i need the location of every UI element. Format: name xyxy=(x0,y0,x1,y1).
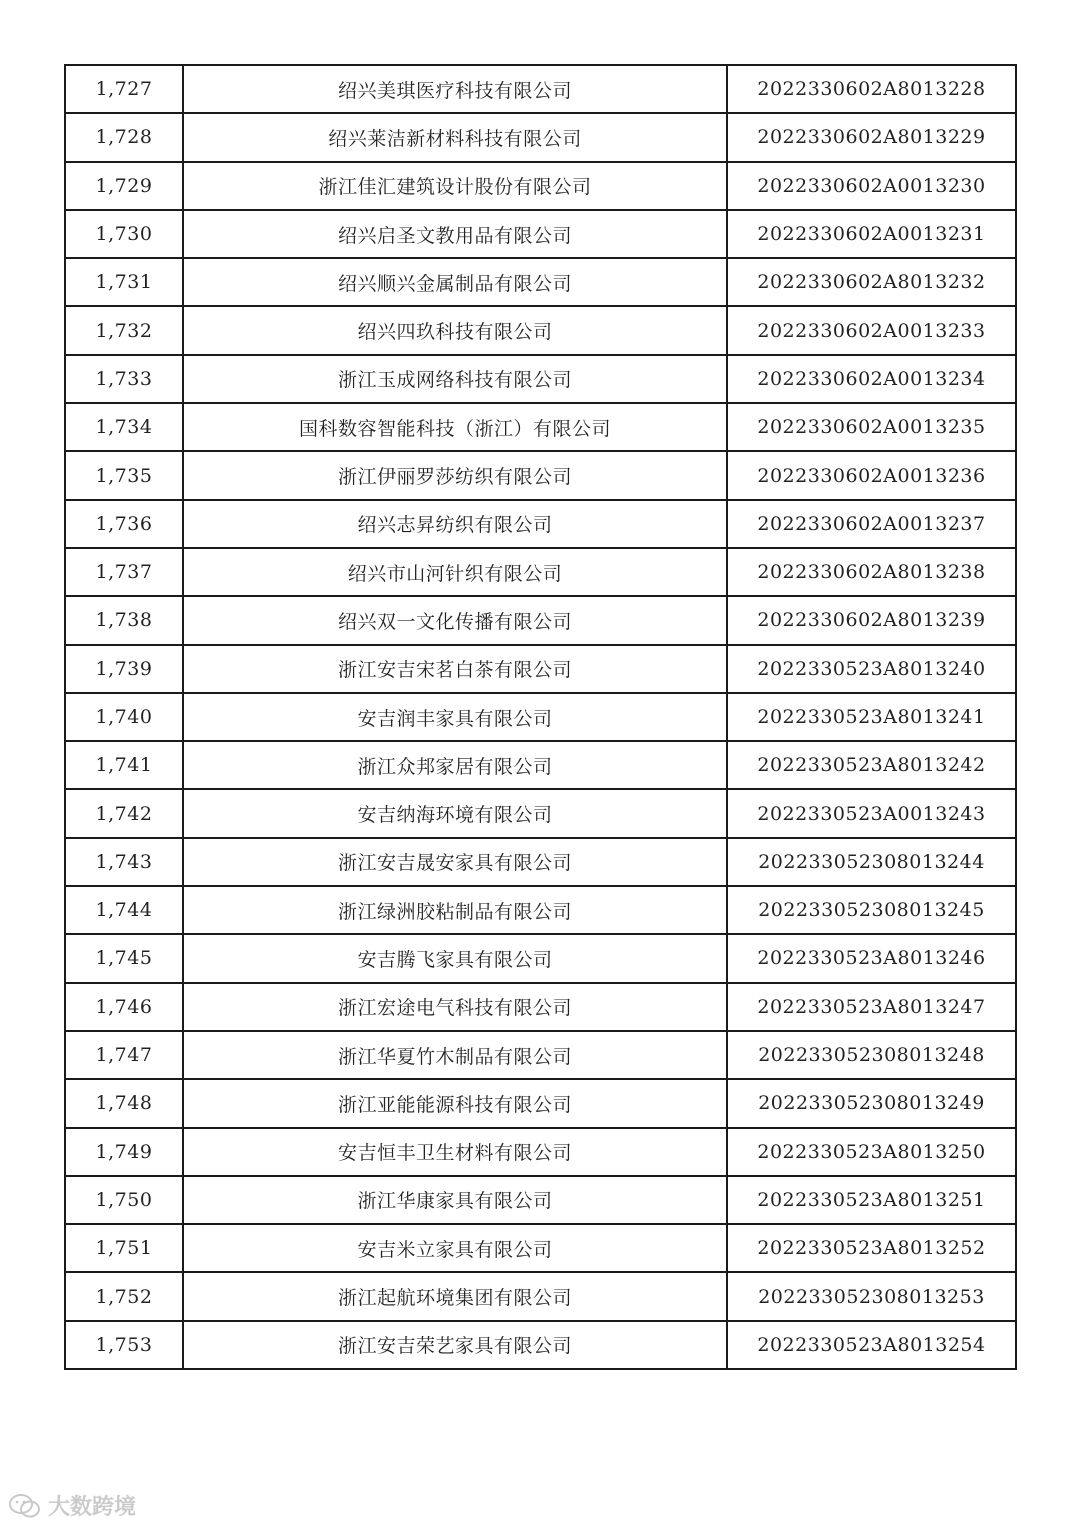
row-index-cell: 1,752 xyxy=(65,1272,183,1320)
row-index-cell: 1,743 xyxy=(65,838,183,886)
watermark xyxy=(8,1490,136,1521)
company-name-cell: 绍兴市山河针织有限公司 xyxy=(183,548,727,596)
company-name-cell: 安吉米立家具有限公司 xyxy=(183,1224,727,1272)
company-name-cell: 安吉纳海环境有限公司 xyxy=(183,789,727,837)
table-row xyxy=(65,403,1016,451)
table-row xyxy=(65,500,1016,548)
row-index-cell: 1,749 xyxy=(65,1128,183,1176)
company-name-cell: 浙江华夏竹木制品有限公司 xyxy=(183,1031,727,1079)
row-index-cell: 1,750 xyxy=(65,1176,183,1224)
row-index-cell: 1,736 xyxy=(65,500,183,548)
registration-code-cell: 2022330523A8013247 xyxy=(727,983,1016,1031)
company-name-cell: 浙江绿洲胶粘制品有限公司 xyxy=(183,886,727,934)
registration-code-cell: 202233052308013245 xyxy=(727,886,1016,934)
registration-code-cell: 202233052308013244 xyxy=(727,838,1016,886)
company-name-cell: 绍兴顺兴金属制品有限公司 xyxy=(183,258,727,306)
table-row xyxy=(65,886,1016,934)
company-name-cell: 绍兴启圣文教用品有限公司 xyxy=(183,210,727,258)
row-index-cell: 1,748 xyxy=(65,1079,183,1127)
row-index-cell: 1,737 xyxy=(65,548,183,596)
company-name-cell: 浙江安吉晟安家具有限公司 xyxy=(183,838,727,886)
table-row xyxy=(65,983,1016,1031)
table-row xyxy=(65,306,1016,354)
registration-code-cell: 2022330523A8013242 xyxy=(727,741,1016,789)
table-row xyxy=(65,789,1016,837)
registration-code-cell: 2022330602A0013237 xyxy=(727,500,1016,548)
table-row xyxy=(65,1128,1016,1176)
registration-code-cell: 2022330523A8013254 xyxy=(727,1321,1016,1369)
table-row xyxy=(65,1176,1016,1224)
company-name-cell: 浙江起航环境集团有限公司 xyxy=(183,1272,727,1320)
registration-code-cell: 2022330602A8013228 xyxy=(727,65,1016,113)
row-index-cell: 1,745 xyxy=(65,934,183,982)
row-index-cell: 1,741 xyxy=(65,741,183,789)
row-index-cell: 1,747 xyxy=(65,1031,183,1079)
table-row xyxy=(65,1079,1016,1127)
company-name-cell: 绍兴美琪医疗科技有限公司 xyxy=(183,65,727,113)
company-name-cell: 安吉恒丰卫生材料有限公司 xyxy=(183,1128,727,1176)
company-name-cell: 国科数容智能科技（浙江）有限公司 xyxy=(183,403,727,451)
registration-code-cell: 2022330602A0013231 xyxy=(727,210,1016,258)
registration-code-cell: 2022330602A0013233 xyxy=(727,306,1016,354)
row-index-cell: 1,742 xyxy=(65,789,183,837)
table-row xyxy=(65,258,1016,306)
table-row xyxy=(65,65,1016,113)
registration-code-cell: 2022330523A0013243 xyxy=(727,789,1016,837)
registration-code-cell: 2022330602A8013239 xyxy=(727,596,1016,644)
registration-code-cell: 2022330523A8013240 xyxy=(727,645,1016,693)
company-name-cell: 浙江众邦家居有限公司 xyxy=(183,741,727,789)
row-index-cell: 1,739 xyxy=(65,645,183,693)
registration-code-cell: 2022330602A0013236 xyxy=(727,451,1016,499)
table-row xyxy=(65,210,1016,258)
row-index-cell: 1,738 xyxy=(65,596,183,644)
row-index-cell: 1,730 xyxy=(65,210,183,258)
company-name-cell: 浙江伊丽罗莎纺织有限公司 xyxy=(183,451,727,499)
company-name-cell: 浙江佳汇建筑设计股份有限公司 xyxy=(183,162,727,210)
table-row xyxy=(65,1321,1016,1369)
company-name-cell: 安吉腾飞家具有限公司 xyxy=(183,934,727,982)
wechat-logo-icon xyxy=(8,1493,42,1519)
table-row xyxy=(65,838,1016,886)
table-body xyxy=(65,65,1016,1369)
registration-code-cell: 2022330523A8013252 xyxy=(727,1224,1016,1272)
registration-code-cell: 2022330602A0013235 xyxy=(727,403,1016,451)
row-index-cell: 1,729 xyxy=(65,162,183,210)
row-index-cell: 1,728 xyxy=(65,113,183,161)
company-name-cell: 浙江安吉荣艺家具有限公司 xyxy=(183,1321,727,1369)
table-row xyxy=(65,693,1016,741)
registration-code-cell: 202233052308013249 xyxy=(727,1079,1016,1127)
registration-code-cell: 2022330523A8013251 xyxy=(727,1176,1016,1224)
company-name-cell: 浙江宏途电气科技有限公司 xyxy=(183,983,727,1031)
table-row xyxy=(65,113,1016,161)
table-row xyxy=(65,1272,1016,1320)
registration-code-cell: 202233052308013253 xyxy=(727,1272,1016,1320)
table-row xyxy=(65,1224,1016,1272)
company-name-cell: 浙江安吉宋茗白茶有限公司 xyxy=(183,645,727,693)
company-name-cell: 浙江玉成网络科技有限公司 xyxy=(183,355,727,403)
row-index-cell: 1,751 xyxy=(65,1224,183,1272)
company-name-cell: 绍兴志昇纺织有限公司 xyxy=(183,500,727,548)
table-row xyxy=(65,1031,1016,1079)
row-index-cell: 1,744 xyxy=(65,886,183,934)
row-index-cell: 1,727 xyxy=(65,65,183,113)
table-row xyxy=(65,741,1016,789)
registration-code-cell: 2022330602A8013229 xyxy=(727,113,1016,161)
table-row xyxy=(65,451,1016,499)
registration-code-cell: 2022330523A8013241 xyxy=(727,693,1016,741)
registration-code-cell: 2022330602A0013230 xyxy=(727,162,1016,210)
table-row xyxy=(65,548,1016,596)
row-index-cell: 1,731 xyxy=(65,258,183,306)
table-row xyxy=(65,645,1016,693)
row-index-cell: 1,733 xyxy=(65,355,183,403)
registration-code-cell: 2022330602A8013238 xyxy=(727,548,1016,596)
table-row xyxy=(65,355,1016,403)
row-index-cell: 1,746 xyxy=(65,983,183,1031)
company-name-cell: 绍兴莱洁新材料科技有限公司 xyxy=(183,113,727,161)
row-index-cell: 1,753 xyxy=(65,1321,183,1369)
table-row xyxy=(65,596,1016,644)
row-index-cell: 1,735 xyxy=(65,451,183,499)
registration-code-cell: 202233052308013248 xyxy=(727,1031,1016,1079)
registration-code-cell: 2022330523A8013246 xyxy=(727,934,1016,982)
row-index-cell: 1,734 xyxy=(65,403,183,451)
row-index-cell: 1,740 xyxy=(65,693,183,741)
company-name-cell: 安吉润丰家具有限公司 xyxy=(183,693,727,741)
company-name-cell: 浙江华康家具有限公司 xyxy=(183,1176,727,1224)
company-name-cell: 绍兴四玖科技有限公司 xyxy=(183,306,727,354)
company-list-table xyxy=(64,64,1017,1370)
registration-code-cell: 2022330523A8013250 xyxy=(727,1128,1016,1176)
table-row xyxy=(65,162,1016,210)
watermark-text: 大数跨境 xyxy=(48,1495,137,1520)
registration-code-cell: 2022330602A8013232 xyxy=(727,258,1016,306)
registration-code-cell: 2022330602A0013234 xyxy=(727,355,1016,403)
company-name-cell: 浙江亚能能源科技有限公司 xyxy=(183,1079,727,1127)
table-row xyxy=(65,934,1016,982)
row-index-cell: 1,732 xyxy=(65,306,183,354)
company-name-cell: 绍兴双一文化传播有限公司 xyxy=(183,596,727,644)
